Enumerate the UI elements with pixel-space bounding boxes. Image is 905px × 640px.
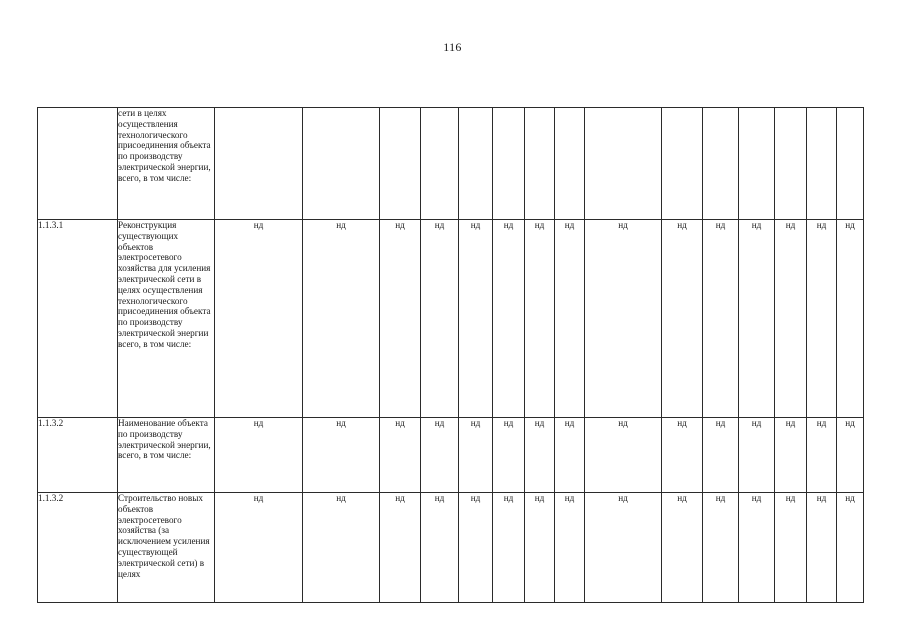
value-cell: нд xyxy=(807,220,837,418)
value-cell: нд xyxy=(380,220,421,418)
value-cell: нд xyxy=(459,220,493,418)
row-code-cell: 1.1.3.1 xyxy=(38,220,118,418)
value-cell: нд xyxy=(555,418,585,493)
value-cell: нд xyxy=(585,493,662,603)
value-cell: нд xyxy=(585,220,662,418)
value-cell: нд xyxy=(775,493,807,603)
value-cell: нд xyxy=(525,493,555,603)
value-cell: нд xyxy=(493,220,525,418)
value-cell: нд xyxy=(421,220,459,418)
value-cell: нд xyxy=(662,418,703,493)
value-cell: нд xyxy=(493,493,525,603)
value-cell: нд xyxy=(662,220,703,418)
table-row xyxy=(38,493,864,603)
page-number: 116 xyxy=(443,40,462,54)
row-description-cell: сети в целях осуществления технологического присоединения объекта по производству электрической энергии, всего, в том числе: xyxy=(118,108,215,220)
value-cell xyxy=(525,108,555,220)
value-cell: нд xyxy=(703,220,739,418)
value-cell xyxy=(555,108,585,220)
value-cell: нд xyxy=(703,493,739,603)
value-cell: нд xyxy=(775,418,807,493)
value-cell xyxy=(662,108,703,220)
value-cell: нд xyxy=(459,418,493,493)
value-cell: нд xyxy=(215,493,303,603)
value-cell xyxy=(837,108,864,220)
value-cell: нд xyxy=(421,418,459,493)
value-cell xyxy=(739,108,775,220)
value-cell: нд xyxy=(662,493,703,603)
value-cell: нд xyxy=(303,418,380,493)
table-row xyxy=(38,108,864,220)
value-cell: нд xyxy=(585,418,662,493)
value-cell: нд xyxy=(739,493,775,603)
value-cell: нд xyxy=(459,493,493,603)
value-cell xyxy=(380,108,421,220)
value-cell xyxy=(459,108,493,220)
value-cell xyxy=(775,108,807,220)
value-cell: нд xyxy=(380,418,421,493)
value-cell: нд xyxy=(739,220,775,418)
value-cell: нд xyxy=(525,418,555,493)
value-cell: нд xyxy=(215,418,303,493)
value-cell: нд xyxy=(807,418,837,493)
value-cell xyxy=(807,108,837,220)
value-cell: нд xyxy=(525,220,555,418)
value-cell: нд xyxy=(775,220,807,418)
value-cell: нд xyxy=(555,493,585,603)
value-cell xyxy=(585,108,662,220)
table-row xyxy=(38,418,864,493)
value-cell: нд xyxy=(837,418,864,493)
row-code-cell: 1.1.3.2 xyxy=(38,418,118,493)
value-cell: нд xyxy=(303,493,380,603)
value-cell xyxy=(303,108,380,220)
value-cell: нд xyxy=(837,493,864,603)
value-cell: нд xyxy=(303,220,380,418)
value-cell: нд xyxy=(837,220,864,418)
value-cell xyxy=(493,108,525,220)
value-cell: нд xyxy=(215,220,303,418)
value-cell: нд xyxy=(807,493,837,603)
value-cell xyxy=(421,108,459,220)
value-cell: нд xyxy=(739,418,775,493)
investment-table xyxy=(37,107,864,603)
row-description-cell: Наименование объекта по производству электрической энергии, всего, в том числе: xyxy=(118,418,215,493)
row-description-cell: Строительство новых объектов электросетевого хозяйства (за исключением усиления существующей электрической сети) в целях xyxy=(118,493,215,603)
value-cell: нд xyxy=(493,418,525,493)
value-cell: нд xyxy=(703,418,739,493)
row-code-cell: 1.1.3.2 xyxy=(38,493,118,603)
row-code-cell xyxy=(38,108,118,220)
value-cell: нд xyxy=(380,493,421,603)
table-row xyxy=(38,220,864,418)
value-cell: нд xyxy=(555,220,585,418)
row-description-cell: Реконструкция существующих объектов электросетевого хозяйства для усиления электрической сети в целях осуществления технологического присоединения объекта по производству электрической энергии всего, в том числе: xyxy=(118,220,215,418)
value-cell: нд xyxy=(421,493,459,603)
value-cell xyxy=(703,108,739,220)
value-cell xyxy=(215,108,303,220)
